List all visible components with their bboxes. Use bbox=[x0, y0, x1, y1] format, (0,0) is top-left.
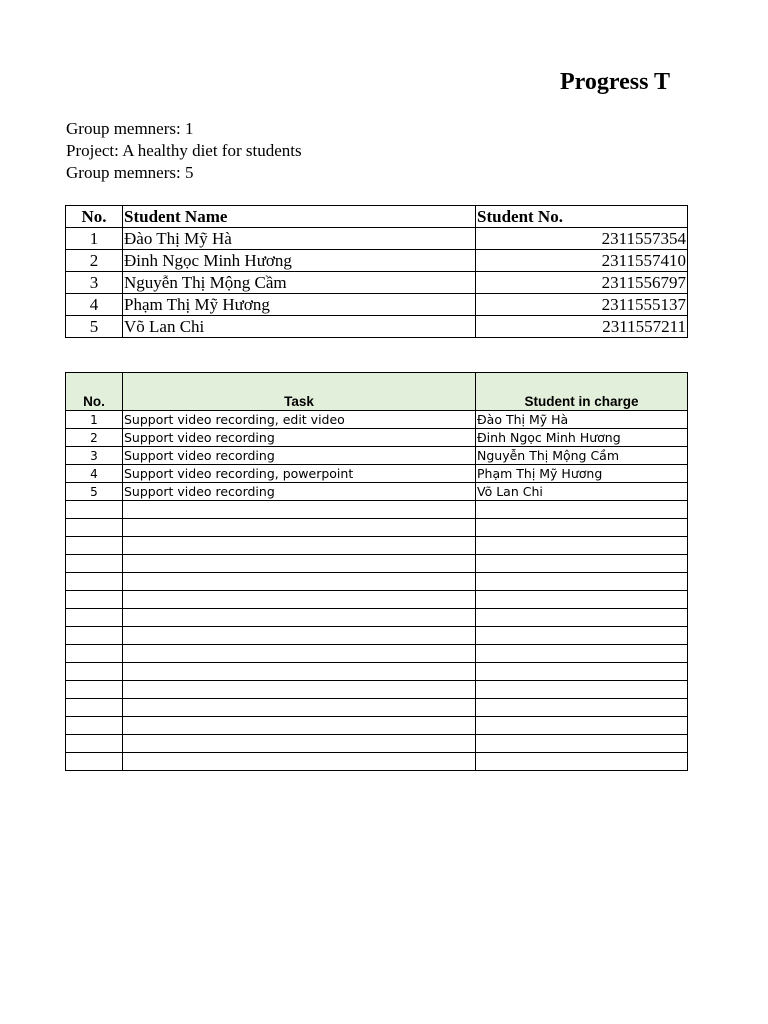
task-row bbox=[66, 645, 688, 663]
task-description bbox=[123, 717, 476, 735]
task-row bbox=[66, 537, 688, 555]
member-no: 2 bbox=[66, 250, 123, 272]
member-row bbox=[66, 272, 688, 294]
task-student-in-charge bbox=[476, 501, 688, 519]
task-row bbox=[66, 663, 688, 681]
task-description bbox=[123, 753, 476, 771]
header-student-name: Student Name bbox=[123, 206, 476, 228]
task-student-in-charge bbox=[476, 537, 688, 555]
task-student-in-charge bbox=[476, 699, 688, 717]
tasks-header-row bbox=[66, 373, 688, 411]
member-row bbox=[66, 250, 688, 272]
task-student-in-charge: Đào Thị Mỹ Hà bbox=[476, 411, 688, 429]
task-description: Support video recording, edit video bbox=[123, 411, 476, 429]
member-name: Đào Thị Mỹ Hà bbox=[123, 228, 476, 250]
task-description bbox=[123, 735, 476, 753]
member-student-no: 2311555137 bbox=[476, 294, 688, 316]
member-name: Võ Lan Chi bbox=[123, 316, 476, 338]
task-no bbox=[66, 645, 123, 663]
task-description bbox=[123, 573, 476, 591]
task-no bbox=[66, 573, 123, 591]
task-row bbox=[66, 627, 688, 645]
task-no: 4 bbox=[66, 465, 123, 483]
member-no: 3 bbox=[66, 272, 123, 294]
header-no: No. bbox=[66, 206, 123, 228]
task-no bbox=[66, 663, 123, 681]
task-student-in-charge bbox=[476, 555, 688, 573]
task-no bbox=[66, 537, 123, 555]
member-no: 5 bbox=[66, 316, 123, 338]
task-description bbox=[123, 555, 476, 573]
task-row bbox=[66, 681, 688, 699]
task-student-in-charge bbox=[476, 609, 688, 627]
task-no bbox=[66, 591, 123, 609]
task-description: Support video recording bbox=[123, 429, 476, 447]
task-row bbox=[66, 519, 688, 537]
task-student-in-charge bbox=[476, 681, 688, 699]
member-student-no: 2311557354 bbox=[476, 228, 688, 250]
task-student-in-charge bbox=[476, 753, 688, 771]
task-no bbox=[66, 519, 123, 537]
task-no bbox=[66, 609, 123, 627]
task-row bbox=[66, 411, 688, 429]
task-row bbox=[66, 753, 688, 771]
member-student-no: 2311556797 bbox=[476, 272, 688, 294]
task-description bbox=[123, 591, 476, 609]
task-student-in-charge bbox=[476, 627, 688, 645]
tasks-table bbox=[65, 372, 688, 771]
task-row bbox=[66, 465, 688, 483]
member-no: 1 bbox=[66, 228, 123, 250]
task-row bbox=[66, 429, 688, 447]
task-student-in-charge: Nguyễn Thị Mộng Cầm bbox=[476, 447, 688, 465]
task-no bbox=[66, 699, 123, 717]
title-container bbox=[560, 64, 688, 100]
task-row bbox=[66, 699, 688, 717]
task-student-in-charge bbox=[476, 519, 688, 537]
task-description bbox=[123, 609, 476, 627]
member-row bbox=[66, 294, 688, 316]
task-student-in-charge bbox=[476, 645, 688, 663]
header-task-no: No. bbox=[66, 373, 123, 411]
task-description bbox=[123, 501, 476, 519]
task-description bbox=[123, 627, 476, 645]
members-body bbox=[66, 228, 688, 338]
task-student-in-charge bbox=[476, 591, 688, 609]
member-name: Phạm Thị Mỹ Hương bbox=[123, 294, 476, 316]
task-student-in-charge bbox=[476, 735, 688, 753]
task-no: 2 bbox=[66, 429, 123, 447]
task-description: Support video recording bbox=[123, 447, 476, 465]
task-no bbox=[66, 717, 123, 735]
task-description: Support video recording bbox=[123, 483, 476, 501]
task-row bbox=[66, 735, 688, 753]
task-row bbox=[66, 609, 688, 627]
members-table bbox=[65, 205, 688, 338]
task-student-in-charge bbox=[476, 717, 688, 735]
members-header-row bbox=[66, 206, 688, 228]
tasks-body bbox=[66, 411, 688, 771]
member-row bbox=[66, 228, 688, 250]
member-no: 4 bbox=[66, 294, 123, 316]
info-line-group-members: Group memners: 1 bbox=[66, 119, 194, 138]
task-row bbox=[66, 483, 688, 501]
task-student-in-charge: Võ Lan Chi bbox=[476, 483, 688, 501]
task-row bbox=[66, 501, 688, 519]
task-description bbox=[123, 519, 476, 537]
header-student-in-charge: Student in charge bbox=[476, 373, 688, 411]
task-no: 1 bbox=[66, 411, 123, 429]
task-student-in-charge: Phạm Thị Mỹ Hương bbox=[476, 465, 688, 483]
member-row bbox=[66, 316, 688, 338]
info-line-group-members-count: Group memners: 5 bbox=[66, 163, 194, 182]
task-row bbox=[66, 573, 688, 591]
task-no bbox=[66, 627, 123, 645]
task-student-in-charge bbox=[476, 573, 688, 591]
page-title: Progress T bbox=[560, 69, 671, 95]
task-no: 3 bbox=[66, 447, 123, 465]
header-student-no: Student No. bbox=[476, 206, 688, 228]
task-student-in-charge: Đinh Ngọc Minh Hương bbox=[476, 429, 688, 447]
task-student-in-charge bbox=[476, 663, 688, 681]
header-task: Task bbox=[123, 373, 476, 411]
task-no: 5 bbox=[66, 483, 123, 501]
task-description bbox=[123, 681, 476, 699]
task-no bbox=[66, 753, 123, 771]
task-no bbox=[66, 555, 123, 573]
info-block bbox=[66, 118, 302, 184]
task-description bbox=[123, 645, 476, 663]
task-description bbox=[123, 663, 476, 681]
member-name: Đinh Ngọc Minh Hương bbox=[123, 250, 476, 272]
info-line-project: Project: A healthy diet for students bbox=[66, 141, 302, 160]
task-row bbox=[66, 555, 688, 573]
task-description bbox=[123, 537, 476, 555]
task-no bbox=[66, 681, 123, 699]
task-no bbox=[66, 501, 123, 519]
task-row bbox=[66, 591, 688, 609]
task-description: Support video recording, powerpoint bbox=[123, 465, 476, 483]
task-row bbox=[66, 447, 688, 465]
member-student-no: 2311557211 bbox=[476, 316, 688, 338]
task-no bbox=[66, 735, 123, 753]
member-name: Nguyễn Thị Mộng Cầm bbox=[123, 272, 476, 294]
task-description bbox=[123, 699, 476, 717]
member-student-no: 2311557410 bbox=[476, 250, 688, 272]
task-row bbox=[66, 717, 688, 735]
